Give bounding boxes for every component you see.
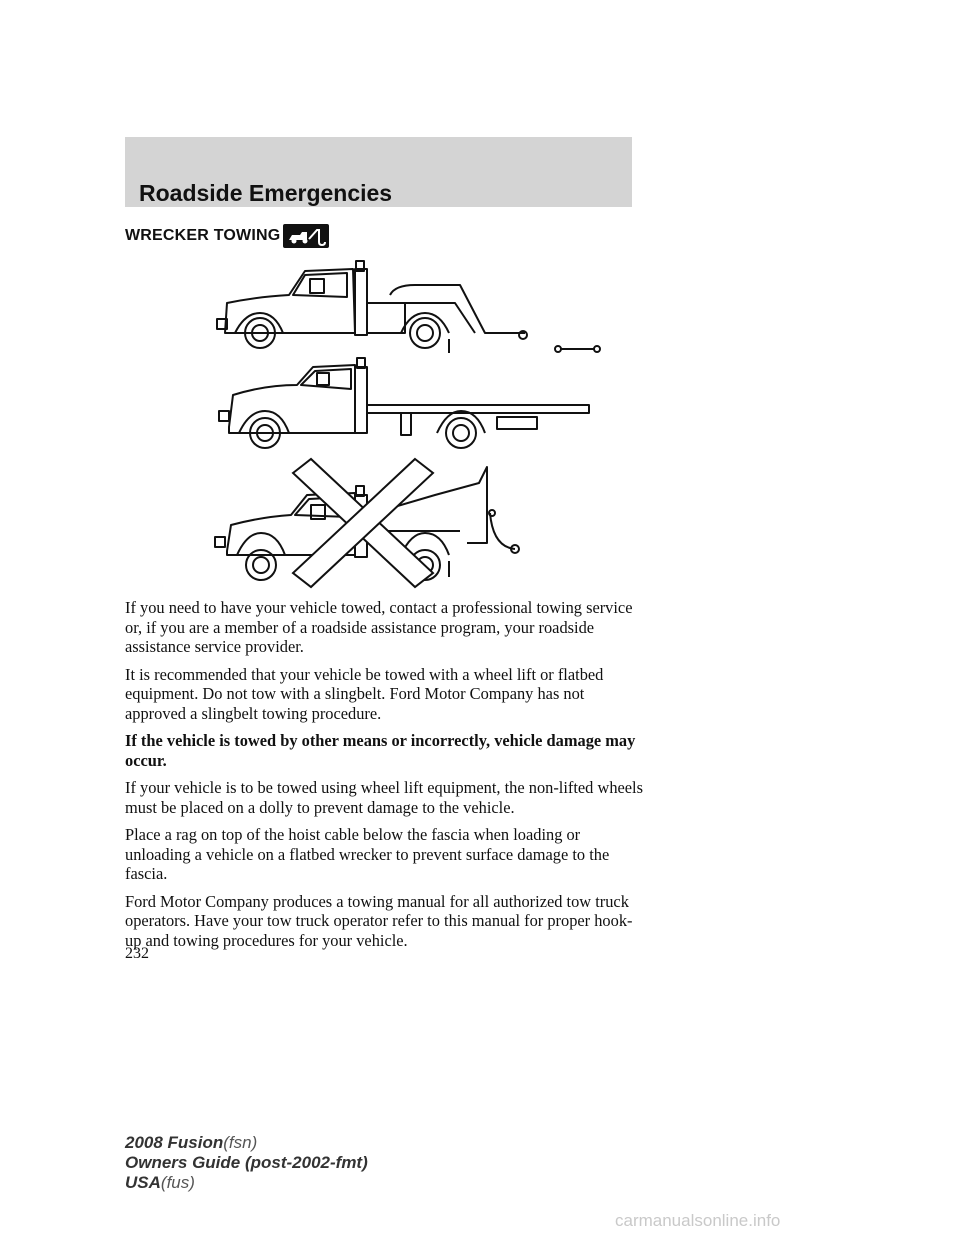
towing-methods-illustration <box>205 255 625 595</box>
footer-line-3: USA(fus) <box>125 1173 195 1192</box>
body-text <box>125 598 645 958</box>
paragraph: If your vehicle is to be towed using wheel lift equipment, the non-lifted wheels must be placed on a dolly to prevent damage to the vehicle. <box>125 778 643 817</box>
paragraph: It is recommended that your vehicle be towed with a wheel lift or flatbed equipment. Do not tow with a slingbelt. Ford Motor Company has not approved a slingbelt towing procedure. <box>125 664 604 723</box>
heading-row <box>125 224 329 248</box>
footer <box>125 1133 368 1193</box>
paragraph: Ford Motor Company produces a towing manual for all authorized tow truck operators. Have your tow truck operator refer to this manual for proper hook-up and towing procedures for your vehicle. <box>125 891 633 950</box>
footer-line-1: 2008 Fusion(fsn) <box>125 1133 258 1152</box>
warning-paragraph: If the vehicle is towed by other means or incorrectly, vehicle damage may occur. <box>125 731 636 770</box>
paragraph: Place a rag on top of the hoist cable below the fascia when loading or unloading a vehicle on a flatbed wrecker to prevent surface damage to the fascia. <box>125 825 610 883</box>
paragraph: If you need to have your vehicle towed, contact a professional towing service or, if you are a member of a roadside assistance program, your roadside assistance service provider. <box>125 598 633 656</box>
footer-line-2: Owners Guide (post-2002-fmt) <box>125 1153 368 1172</box>
section-title: Roadside Emergencies <box>139 180 393 206</box>
page-number: 232 <box>125 945 149 962</box>
not-approved-x-mark <box>293 459 433 587</box>
flatbed-truck-drawing <box>219 358 589 448</box>
tow-truck-icon <box>283 224 329 248</box>
watermark-link[interactable]: carmanualsonline.info <box>615 1211 781 1230</box>
section-heading: WRECKER TOWING <box>125 227 281 244</box>
wheel-lift-truck-drawing <box>217 261 600 353</box>
